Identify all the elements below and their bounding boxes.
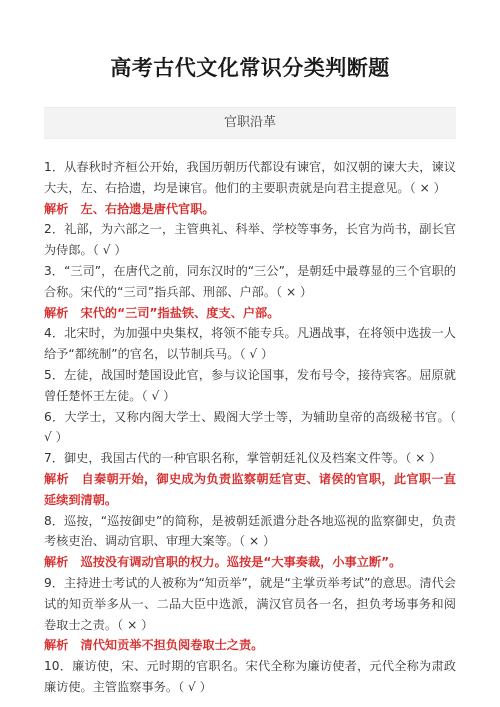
question-item: 6．大学士，又称内阁大学士、殿阁大学士等，为辅助皇帝的高级秘书官。（ √ ） — [44, 409, 460, 445]
question-item: 3．“三司”，在唐代之前，同东汉时的“三公”，是朝廷中最尊显的三个官职的合称。宋代的“三司”指兵部、刑部、户部。（ × ） — [44, 263, 456, 299]
question-item: 2．礼部，为六部之一，主管典礼、科举、学校等事务，长官为尚书，副长官为侍郎。（ √ ） — [44, 222, 456, 258]
question-item: 7．御史，我国古代的一种官职名称，掌管朝廷礼仪及档案文件等。（ × ） — [44, 451, 442, 466]
answer-explanation: 解析 自秦朝开始，御史成为负责监察朝廷官吏、诸侯的官职，此官职一直延续到清朝。 — [44, 471, 456, 507]
answer-explanation: 解析 左、右拾遗是唐代官职。 — [44, 201, 215, 216]
question-item: 5．左徒，战国时楚国设此官，参与议论国事，发布号令，接待宾客。屈原就曾任楚怀王左徒。（ √ ） — [44, 367, 456, 403]
answer-explanation: 解析 宋代的“三司”指盐铁、度支、户部。 — [44, 305, 280, 320]
question-item: 10．廉访使，宋、元时期的官职名。宋代全称为廉访使者，元代全称为肃政廉访使。主管监察事务。（ √ ） — [44, 659, 456, 694]
question-list — [44, 157, 460, 698]
question-item: 1．从春秋时齐桓公开始，我国历朝历代都设有谏官，如汉朝的谏大夫，谏议大夫，左、右拾遗，均是谏官。他们的主要职责就是向君主提意见。（ × ） — [44, 160, 456, 195]
question-item: 4．北宋时，为加强中央集权，将领不能专兵。凡遇战事，在将领中选拔一人给予“都统制”的官名，以节制兵马。（ √ ） — [44, 326, 456, 362]
page-title: 高考古代文化常识分类判断题 — [110, 56, 390, 80]
question-item: 8．巡按，“巡按御史”的简称，是被朝廷派遣分赴各地巡视的监察御史，负责考核吏治、调动官职、审理大案等。（ × ） — [44, 513, 456, 549]
section-heading: 官职沿革 — [44, 107, 456, 139]
answer-explanation: 解析 巡按没有调动官职的权力。巡按是“大事奏裁，小事立断”。 — [44, 555, 402, 570]
question-item: 9．主持进士考试的人被称为“知贡举”，就是“主掌贡举考试”的意思。清代会试的知贡举多从一、二品大臣中选派，满汉官员各一名，担负考场事务和阅卷取士之责。（ × ） — [44, 575, 456, 632]
answer-explanation: 解析 清代知贡举不担负阅卷取士之责。 — [44, 638, 264, 653]
